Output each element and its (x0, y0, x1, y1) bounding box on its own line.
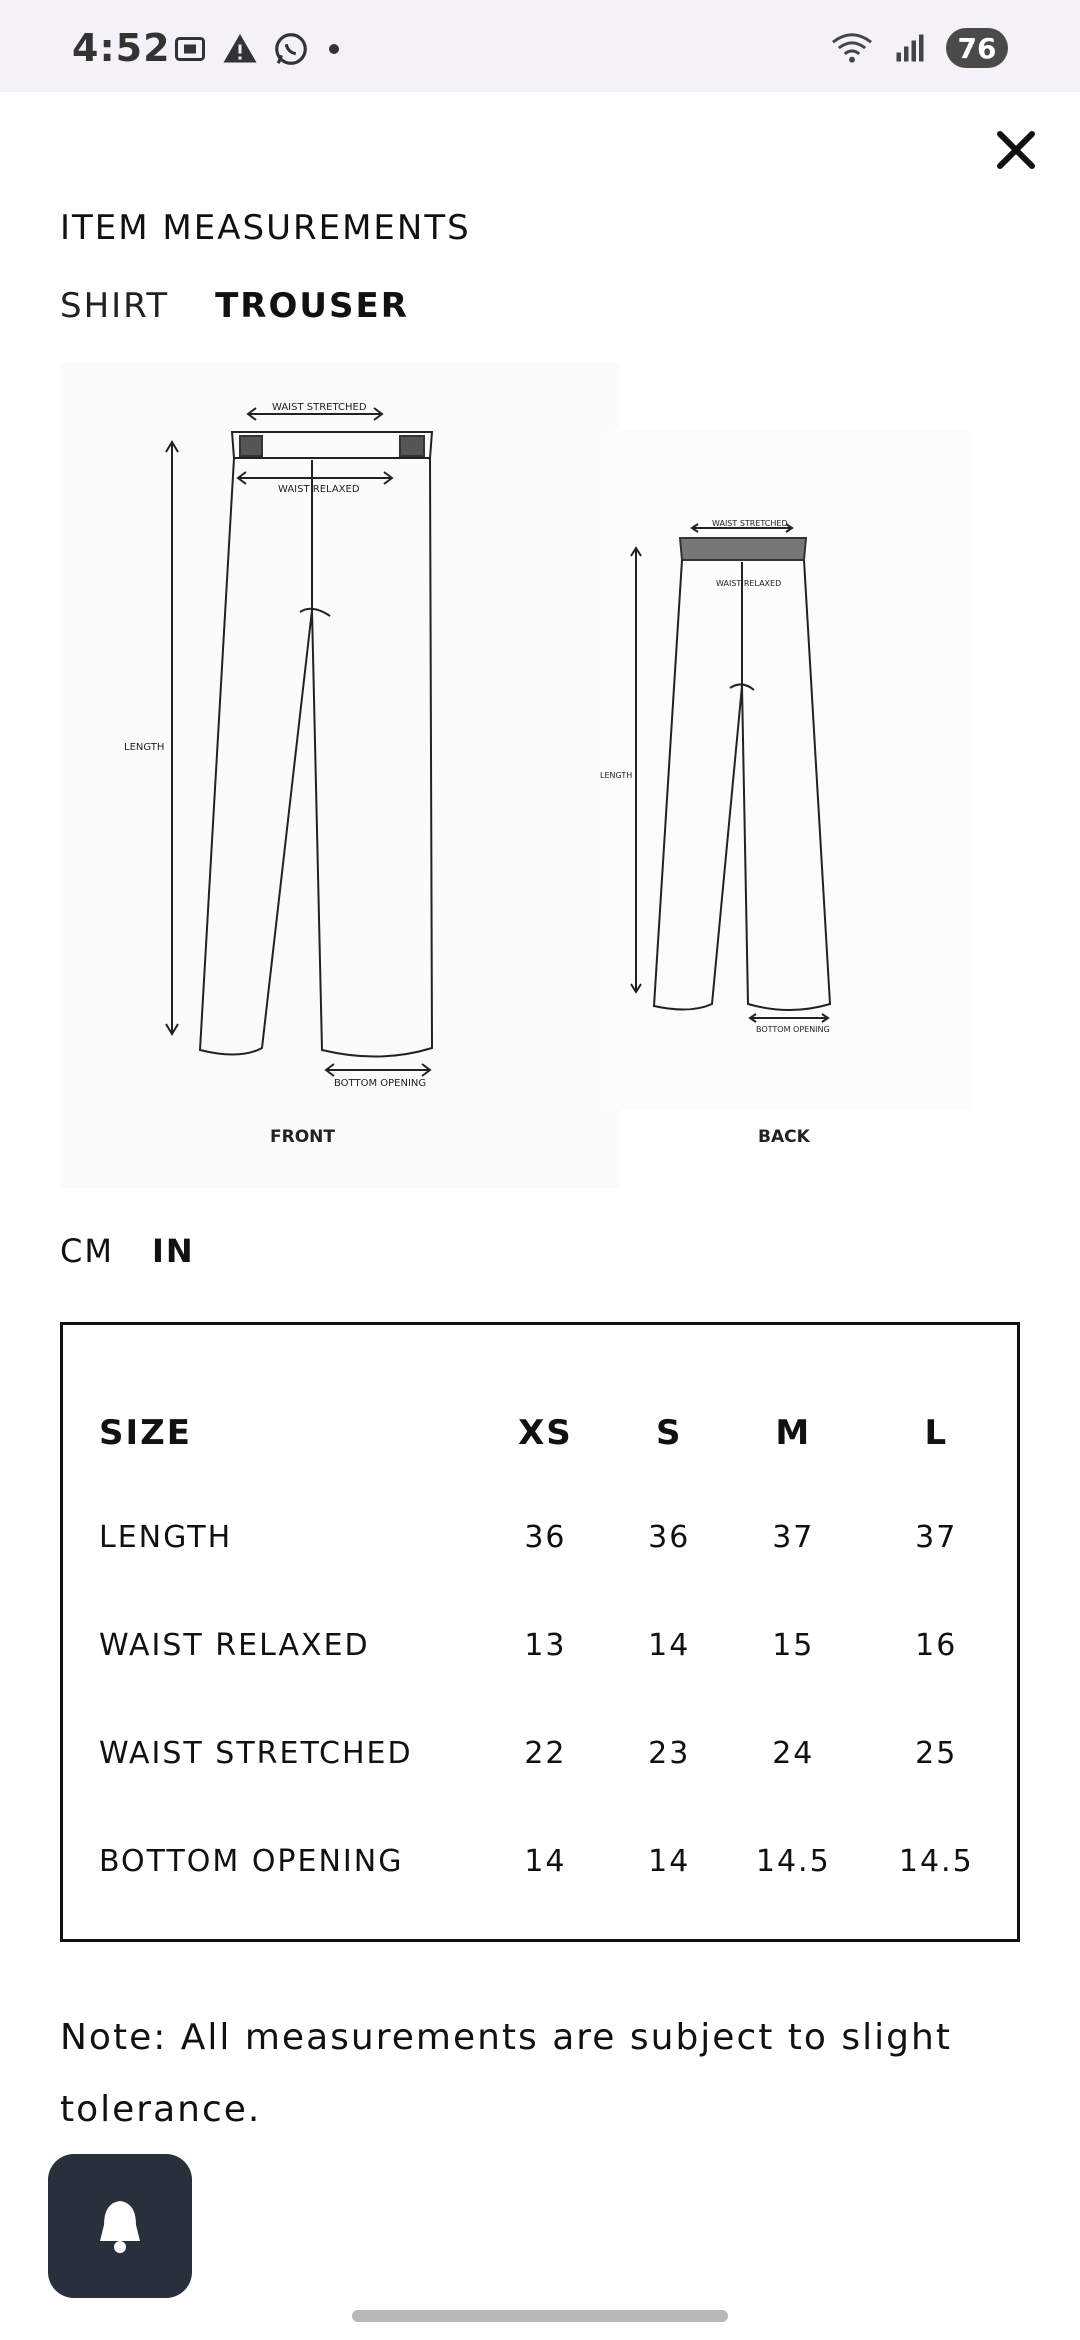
back-waist-stretched-label: WAIST STRETCHED (712, 519, 788, 528)
front-waist-stretched-label: WAIST STRETCHED (272, 402, 367, 413)
garment-tabs (60, 286, 409, 326)
front-trouser-drawing (166, 408, 432, 1076)
back-length-label: LENGTH (600, 771, 633, 780)
header-xs: XS (518, 1413, 573, 1453)
back-waist-relaxed-label: WAIST RELAXED (716, 579, 782, 588)
cell-value: 14 (648, 1627, 691, 1663)
cell-value: 36 (524, 1519, 567, 1555)
cell-value: 25 (915, 1735, 958, 1771)
close-icon[interactable] (992, 126, 1040, 174)
table-header-row (99, 1383, 1017, 1483)
cell-value: 14 (524, 1843, 567, 1879)
header-s: S (655, 1413, 683, 1453)
table-row (99, 1699, 1017, 1807)
tab-trouser[interactable]: TROUSER (215, 286, 409, 326)
table-row (99, 1483, 1017, 1591)
cell-value: 37 (915, 1519, 958, 1555)
cell-value: 37 (772, 1519, 815, 1555)
front-length-label: LENGTH (124, 742, 165, 753)
cell-value: 14.5 (898, 1843, 974, 1879)
unit-toggle (60, 1232, 195, 1270)
modal-title: ITEM MEASUREMENTS (60, 208, 471, 248)
unit-in[interactable]: IN (151, 1232, 195, 1270)
whatsapp-icon (272, 30, 310, 68)
home-indicator[interactable] (352, 2310, 728, 2322)
cell-value: 22 (524, 1735, 567, 1771)
status-icons-left (172, 30, 344, 68)
size-table (60, 1322, 1020, 1942)
cell-value: 36 (648, 1519, 691, 1555)
bell-icon (94, 2197, 146, 2255)
row-label: WAIST STRETCHED (99, 1735, 413, 1771)
header-size: SIZE (99, 1413, 193, 1453)
warning-icon (222, 31, 258, 67)
row-label: LENGTH (99, 1519, 233, 1555)
battery-indicator: 76 (946, 28, 1008, 68)
front-waist-relaxed-label: WAIST RELAXED (278, 484, 360, 495)
header-m: M (775, 1413, 812, 1453)
unit-cm[interactable]: CM (60, 1232, 114, 1270)
front-label: FRONT (270, 1127, 335, 1147)
cell-value: 15 (772, 1627, 815, 1663)
back-label: BACK (758, 1127, 810, 1147)
cell-value: 16 (915, 1627, 958, 1663)
header-l: L (924, 1413, 949, 1453)
signal-icon (892, 30, 928, 66)
wifi-icon (830, 30, 874, 66)
table-row (99, 1807, 1017, 1915)
dot-icon (324, 39, 344, 59)
status-time: 4:52 (72, 26, 171, 70)
status-icons-right (830, 28, 1008, 68)
cell-value: 14.5 (755, 1843, 831, 1879)
table-row (99, 1591, 1017, 1699)
size-table-grid (99, 1383, 1017, 1915)
row-label: BOTTOM OPENING (99, 1843, 404, 1879)
cell-value: 24 (772, 1735, 815, 1771)
notification-button[interactable] (48, 2154, 192, 2298)
front-bottom-opening-label: BOTTOM OPENING (334, 1078, 427, 1089)
cell-value: 14 (648, 1843, 691, 1879)
tolerance-note: Note: All measurements are subject to slight tolerance. (60, 2017, 952, 2130)
back-trouser-drawing (631, 524, 830, 1022)
cell-value: 23 (648, 1735, 691, 1771)
back-bottom-opening-label: BOTTOM OPENING (756, 1025, 830, 1034)
cell-value: 13 (524, 1627, 567, 1663)
screenshot-icon (172, 31, 208, 67)
status-bar (0, 0, 1080, 92)
row-label: WAIST RELAXED (99, 1627, 370, 1663)
trouser-diagram (0, 362, 1080, 1192)
tab-shirt[interactable]: SHIRT (60, 286, 170, 326)
